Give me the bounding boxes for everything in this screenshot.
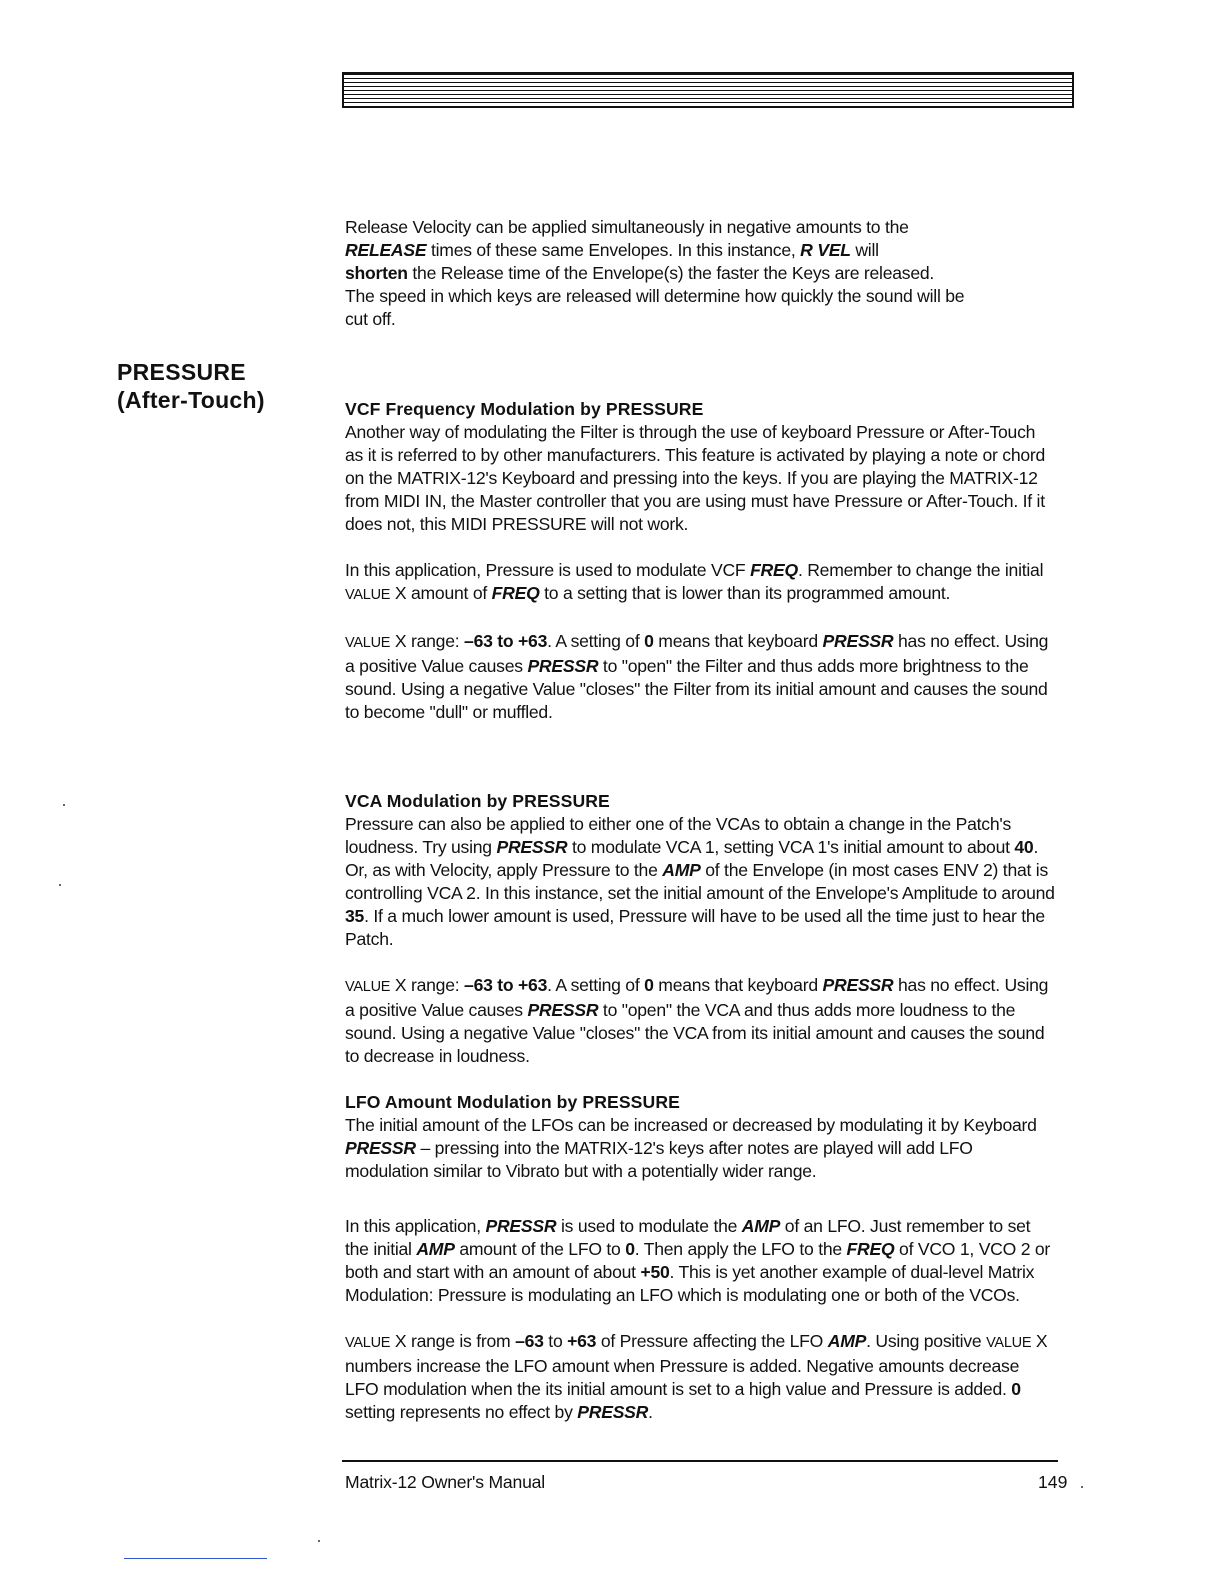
intro-text: times of these same Envelopes. In this instance,: [426, 240, 801, 260]
pressr-term: PRESSR: [345, 1138, 416, 1158]
value-label: VALUE: [345, 979, 391, 995]
amp-term: AMP: [662, 860, 701, 880]
freq-term: FREQ: [491, 583, 540, 603]
zero-value: 0: [644, 975, 654, 995]
pressr-term: PRESSR: [496, 837, 568, 857]
lfo-text: amount of the LFO to: [454, 1239, 626, 1259]
vcf-text: has no effect. Using a positive Value causes: [345, 631, 1049, 676]
lfo-paragraph-1: [345, 1114, 1055, 1183]
range-max-value: +63: [567, 1331, 597, 1351]
pressr-term: PRESSR: [822, 975, 894, 995]
rvel-term: R VEL: [800, 240, 851, 260]
lfo-paragraph-2: [345, 1215, 1055, 1307]
intro-paragraph: [345, 216, 1055, 331]
amp-term: AMP: [827, 1331, 867, 1351]
lfo-text: In this application,: [345, 1216, 486, 1236]
pressr-term: PRESSR: [577, 1402, 649, 1422]
value-label: VALUE: [345, 635, 391, 651]
section-title: PRESSURE: [117, 359, 246, 385]
forty-value: 40: [1014, 837, 1034, 857]
footer-rule: [342, 1460, 1058, 1462]
intro-text: Release Velocity can be applied simultaneously in negative amounts to the: [345, 217, 909, 237]
vcf-text: In this application, Pressure is used to modulate VCF: [345, 560, 751, 580]
vcf-text: . A setting of: [547, 631, 645, 651]
vcf-text: to "open" the Filter and thus adds more brightness to the sound. Using a negative Value "closes" the Filter from its initial amount and causes the sound to become "dull" or muffled.: [345, 656, 1048, 722]
range-min-value: –63: [515, 1331, 544, 1351]
range-value: –63 to +63: [464, 975, 548, 995]
vcf-text: to a setting that is lower than its programmed amount.: [539, 583, 951, 603]
value-label: VALUE: [986, 1335, 1032, 1351]
vca-paragraph-1: [345, 813, 1055, 951]
zero-value: 0: [644, 631, 654, 651]
pressr-term: PRESSR: [527, 1000, 599, 1020]
footer-manual-title: Matrix-12 Owner's Manual: [345, 1472, 545, 1492]
vcf-section: [345, 398, 1055, 724]
scan-speck: [59, 884, 61, 886]
lfo-text: of an LFO. Just remember to set the initial: [345, 1216, 1031, 1259]
vca-text: . If a much lower amount is used, Pressure will have to be used all the time just to hear the Patch.: [345, 906, 1045, 949]
lfo-text: X numbers increase the LFO amount when Pressure is added. Negative amounts decrease LFO modulation when the its initial amount is set to a high value and Pressure is added.: [345, 1331, 1048, 1399]
vca-text: X range:: [390, 975, 465, 995]
vcf-text: means that keyboard: [653, 631, 823, 651]
scan-speck: [318, 1540, 320, 1542]
freq-term: FREQ: [846, 1239, 895, 1259]
range-value: –63 to +63: [464, 631, 548, 651]
lfo-paragraph-3: [345, 1330, 1055, 1424]
lfo-text: X range is from: [390, 1331, 516, 1351]
scan-speck: [1081, 1486, 1083, 1488]
lfo-text: .: [648, 1402, 653, 1422]
amp-term: AMP: [741, 1216, 781, 1236]
release-term: RELEASE: [345, 240, 427, 260]
amp-term: AMP: [416, 1239, 455, 1259]
vcf-text: X amount of: [390, 583, 492, 603]
intro-text: cut off.: [345, 309, 396, 329]
bottom-edge-line: [124, 1558, 267, 1559]
value-label: VALUE: [345, 1335, 391, 1351]
vca-section: [345, 790, 1055, 1068]
vca-text: to modulate VCA 1, setting VCA 1's initial amount to about: [567, 837, 1015, 857]
vca-text: Pressure can also be applied to either one of the VCAs to obtain a change in the Patch's loudness. Try using: [345, 814, 1012, 857]
section-sidebar-heading: [117, 358, 265, 414]
vcf-text: X range:: [390, 631, 465, 651]
vcf-heading: VCF Frequency Modulation by PRESSURE: [345, 399, 704, 419]
vcf-paragraph-3: [345, 630, 1055, 724]
lfo-text: to: [543, 1331, 568, 1351]
vcf-paragraph-1: Another way of modulating the Filter is through the use of keyboard Pressure or After-Touch as it is referred to by other manufacturers. This feature is activated by playing a note or chord on the MATRIX-12's Keyboard and pressing into the keys. If you are playing the MATRIX-12 from MIDI IN, the Master controller that you are using must have Pressure or After-Touch. If it does not, this MIDI PRESSURE will not work.: [345, 422, 1046, 534]
lfo-text: The initial amount of the LFOs can be increased or decreased by modulating it by Keyboard: [345, 1115, 1037, 1135]
pressr-term: PRESSR: [485, 1216, 557, 1236]
lfo-text: of VCO 1, VCO 2 or both and start with an amount of about: [345, 1239, 1051, 1282]
vca-paragraph-2: [345, 974, 1055, 1068]
pressr-term: PRESSR: [822, 631, 894, 651]
lfo-text: is used to modulate the: [556, 1216, 742, 1236]
footer-page-number: 149: [1038, 1472, 1068, 1492]
vca-text: means that keyboard: [653, 975, 823, 995]
vca-text: of the Envelope (in most cases ENV 2) that is controlling VCA 2. In this instance, set the initial amount of the Envelope's Amplitude to around: [345, 860, 1055, 903]
thirtyfive-value: 35: [345, 906, 365, 926]
plus50-value: +50: [640, 1262, 670, 1282]
lfo-heading: LFO Amount Modulation by PRESSURE: [345, 1092, 680, 1112]
vca-text: has no effect. Using a positive Value causes: [345, 975, 1049, 1020]
scan-speck: [63, 804, 65, 806]
intro-text: The speed in which keys are released will determine how quickly the sound will be: [345, 286, 965, 306]
zero-value: 0: [625, 1239, 635, 1259]
section-subtitle: (After-Touch): [117, 387, 265, 413]
value-label: VALUE: [345, 587, 391, 603]
zero-value: 0: [1011, 1379, 1021, 1399]
vcf-text: . Remember to change the initial: [797, 560, 1044, 580]
vca-heading: VCA Modulation by PRESSURE: [345, 791, 610, 811]
intro-text: the Release time of the Envelope(s) the faster the Keys are released.: [407, 263, 935, 283]
vca-text: to "open" the VCA and thus adds more loudness to the sound. Using a negative Value "closes" the VCA from its initial amount and causes the sound to decrease in loudness.: [345, 1000, 1045, 1066]
lfo-text: . Then apply the LFO to the: [634, 1239, 847, 1259]
shorten-term: shorten: [345, 263, 408, 283]
lfo-text: . Using positive: [866, 1331, 987, 1351]
lfo-section: [345, 1091, 1055, 1424]
pressr-term: PRESSR: [527, 656, 599, 676]
vca-text: . Or, as with Velocity, apply Pressure to the: [345, 837, 1039, 880]
vcf-paragraph-2: [345, 559, 1055, 607]
lfo-text: setting represents no effect by: [345, 1402, 578, 1422]
vca-text: . A setting of: [547, 975, 645, 995]
lfo-text: . This is yet another example of dual-level Matrix Modulation: Pressure is modulating an LFO which is modulating one or both of the VCOs.: [345, 1262, 1035, 1305]
freq-term: FREQ: [750, 560, 798, 580]
intro-text: will: [850, 240, 879, 260]
lfo-text: – pressing into the MATRIX-12's keys after notes are played will add LFO modulation similar to Vibrato but with a potentially wider range.: [345, 1138, 973, 1181]
header-rule-bar: [342, 72, 1074, 108]
lfo-text: of Pressure affecting the LFO: [596, 1331, 828, 1351]
